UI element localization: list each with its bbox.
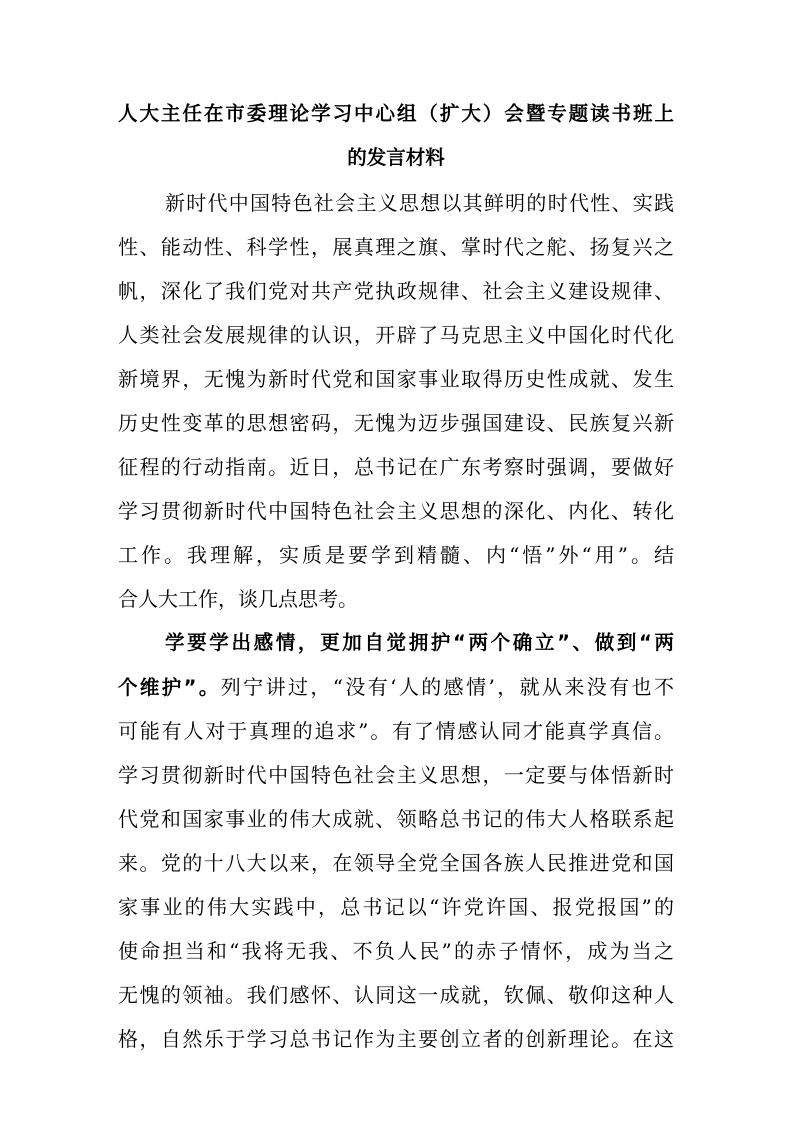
p1-line-3: 帆，深化了我们党对共产党执政规律、社会主义建设规律、	[118, 279, 674, 303]
p1-line-7: 征程的行动指南。近日，总书记在广东考察时强调，要做好	[118, 455, 674, 479]
p2-line-4: 学习贯彻新时代中国特色社会主义思想，一定要与体悟新时	[118, 763, 674, 787]
p2-line-5: 代党和国家事业的伟大成就、领略总书记的伟大人格联系起	[118, 807, 674, 831]
p2-line-7: 家事业的伟大实践中，总书记以“许党许国、报党报国”的	[118, 895, 674, 919]
p1-line-10: 合人大工作，谈几点思考。	[118, 587, 358, 611]
title-line-1: 人大主任在市委理论学习中心组（扩大）会暨专题读书班上	[118, 102, 674, 125]
p2-line-9: 无愧的领袖。我们感怀、认同这一成就，钦佩、敬仰这种人	[118, 983, 674, 1007]
p2-line-8: 使命担当和“我将无我、不负人民”的赤子情怀，成为当之	[118, 939, 674, 963]
p2-heading-line-2: 个维护”。	[118, 676, 221, 699]
p2-heading-line-1: 学要学出感情，更加自觉拥护“两个确立”、做到“两	[165, 631, 674, 654]
p1-line-4: 人类社会发展规律的认识，开辟了马克思主义中国化时代化	[118, 323, 674, 347]
p1-line-1: 新时代中国特色社会主义思想以其鲜明的时代性、实践	[165, 191, 674, 215]
p2-line-2-rest: 列宁讲过，“没有‘人的感情’，就从来没有也不	[220, 675, 674, 699]
p2-line-6: 来。党的十八大以来，在领导全党全国各族人民推进党和国	[118, 851, 674, 875]
title-line-2: 的发言材料	[347, 146, 445, 169]
p1-line-2: 性、能动性、科学性，展真理之旗、掌时代之舵、扬复兴之	[118, 235, 674, 259]
p2-line-10: 格，自然乐于学习总书记作为主要创立者的创新理论。在这	[118, 1027, 674, 1051]
p1-line-6: 历史性变革的思想密码，无愧为迈步强国建设、民族复兴新	[118, 411, 674, 435]
p2-line-2	[118, 675, 674, 700]
p2-line-3: 可能有人对于真理的追求”。有了情感认同才能真学真信。	[118, 719, 674, 743]
p1-line-8: 学习贯彻新时代中国特色社会主义思想的深化、内化、转化	[118, 499, 674, 523]
p1-line-9: 工作。我理解，实质是要学到精髓、内“悟”外“用”。结	[118, 543, 674, 567]
p1-line-5: 新境界，无愧为新时代党和国家事业取得历史性成就、发生	[118, 367, 674, 391]
